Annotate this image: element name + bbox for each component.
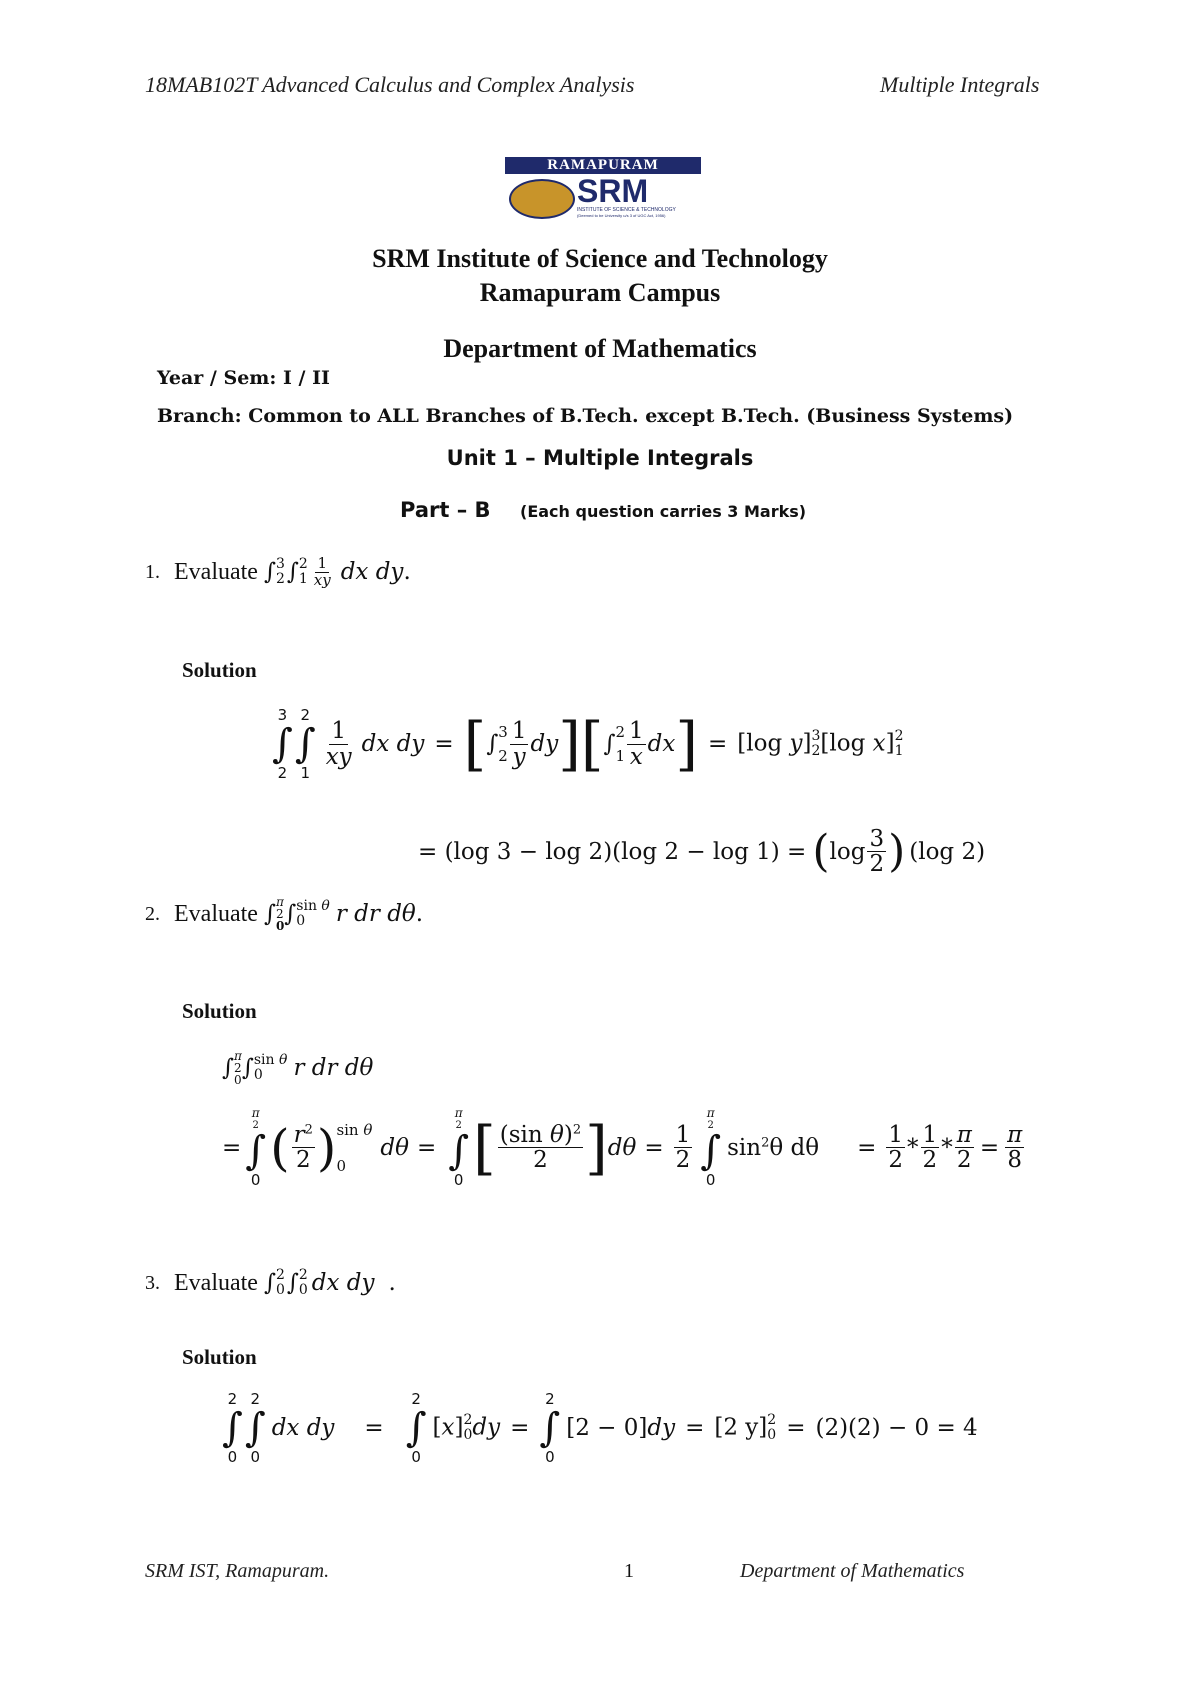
solution-1-line-1: 3 ∫ 2 2 ∫ 1 $\frac{1}{xy}$ dx dy = [ ∫ 3 2 $\frac{1}{y}$ dy ] [ ∫ 2 1 $\frac{1}{x}$ dx ] = [log y] 3 2 [log x] 2 1 [272,706,904,782]
header-course: 18MAB102T Advanced Calculus and Complex Analysis [145,72,635,97]
question-3 [145,1268,396,1299]
header-topic: Multiple Integrals [880,72,1040,97]
branch: Branch: Common to ALL Branches of B.Tech. except B.Tech. (Business Systems) [157,405,1014,427]
solution-label: Solution [182,1345,257,1369]
solution-2-line-2: = π 2 ∫ 0 ( $\frac{r^2}{2}$ ) sin θ 0 dθ = π 2 ∫ 0 [ $\frac{(\sin \theta)^2}{2}$ ] dθ = $\frac{1}{2}$ π 2 ∫ 0 $\sin^2\theta$ dθ = $\frac{1}{2}$ * $\frac{1}{2}$ * $\frac{\pi}{2}$ = $\frac{\pi}{8}$ [222,1106,1023,1189]
campus-title: Ramapuram Campus [479,278,721,307]
question-verb: Evaluate [174,558,258,585]
institution-logo [505,157,701,217]
solution-label: Solution [182,658,257,682]
part-label: Part – B [400,498,491,522]
unit-title: Unit 1 – Multiple Integrals [446,446,754,470]
logo-brand: SRM [577,173,649,209]
page-number: 1 [624,1560,634,1582]
logo-banner: RAMAPURAM [505,157,701,174]
footer-right: Department of Mathematics [740,1560,965,1582]
solution-2-line-1: ∫ π 2 0 ∫ sin θ 0 r dr dθ [222,1049,374,1087]
logo-subtitle: INSTITUTE OF SCIENCE & TECHNOLOGY [577,207,676,213]
question-3-expression: ∫ 2 0 ∫ 2 0 dx dy . [263,1267,396,1299]
question-2 [145,896,423,932]
question-verb: Evaluate [174,900,258,927]
year-sem: Year / Sem: I / II [157,367,330,389]
question-number: 3. [145,1271,160,1294]
question-number: 1. [145,560,160,583]
department-title: Department of Mathematics [443,334,757,363]
logo-emblem-icon [509,179,575,219]
solution-1-line-2: = (log 3 − log 2)(log 2 − log 1) = ( log $\frac{3}{2}$ ) (log 2) [418,825,986,877]
solution-label: Solution [182,999,257,1023]
question-number: 2. [145,902,160,925]
question-1-expression: ∫ 3 2 ∫ 2 1 $\frac{1}{xy}$ dx dy . [263,554,411,589]
question-1 [145,556,411,589]
footer-left: SRM IST, Ramapuram. [145,1560,330,1582]
logo-subtitle-2: (Deemed to be University u/s 3 of UGC Act, 1956) [577,213,666,218]
solution-3-line-1: 2 ∫ 0 2 ∫ 0 dx dy = 2 ∫ 0 [x] 2 0 dy = 2 ∫ 0 [2 − 0]dy = [2 y] 2 0 = (2)(2) − 0 = 4 [222,1390,978,1466]
question-2-expression: ∫ π 2 0 ∫ sin θ 0 r dr dθ . [263,895,424,933]
part-note: (Each question carries 3 Marks) [520,502,807,521]
question-verb: Evaluate [174,1269,258,1296]
institute-title: SRM Institute of Science and Technology [372,244,828,273]
